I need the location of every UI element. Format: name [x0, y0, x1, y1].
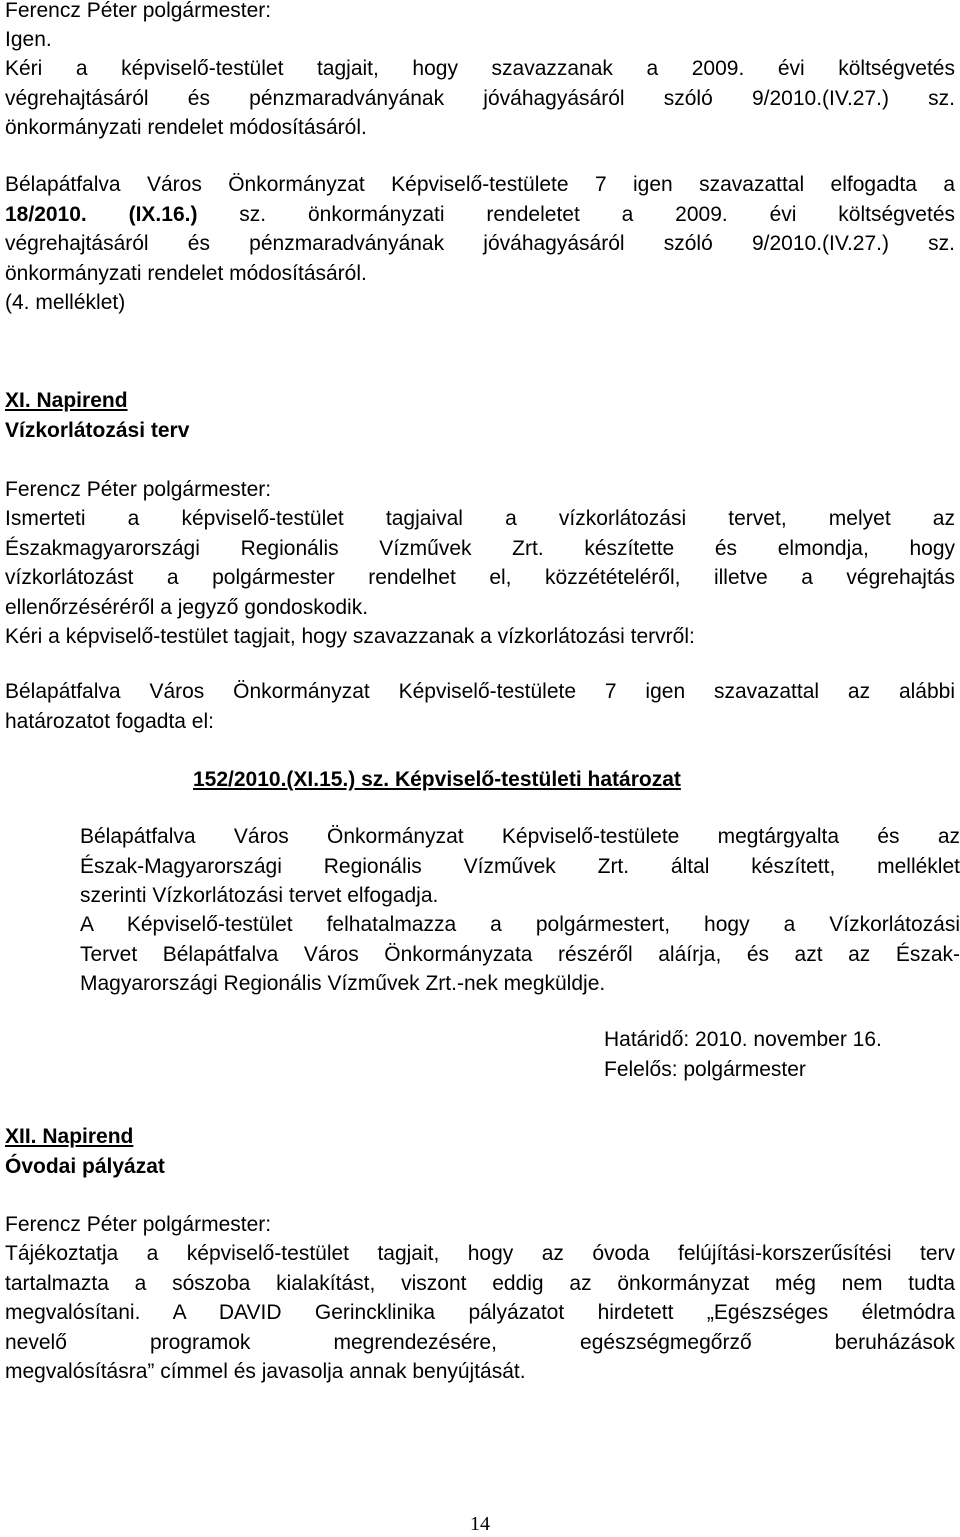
- prev-result-paragraph: Bélapátfalva Város Önkormányzat Képviselő-testülete 7 igen szavazattal elfogadta a 18/2010. (IX.16.) sz. önkormányzati rendeletet a 2009. évi költségvetés végrehajtásáról és pénzmaradványának jóváhagyásáról szóló 9/2010.(IV.27.) sz. önkormányzati rendelet módosításáról. (4. melléklet): [5, 173, 955, 314]
- prev-answer: Igen.: [5, 28, 52, 51]
- page-number: 14: [470, 1513, 490, 1535]
- prev-result-line2: 18/2010. (IX.16.) sz. önkormányzati rendeletet a 2009. évi költségvetés: [5, 202, 955, 226]
- section-xi-speaker: Ferencz Péter polgármester:: [5, 478, 272, 501]
- deadline-block: [604, 1025, 882, 1084]
- deadline: Határidő: 2010. november 16.: [604, 1028, 882, 1051]
- section-xi-heading: XI. Napirend Vízkorlátozási terv: [5, 389, 190, 442]
- section-xi-result: Bélapátfalva Város Önkormányzat Képviselő-testülete 7 igen szavazattal az alábbi határozatot fogadta el:: [5, 680, 955, 733]
- section-xii-speaker: Ferencz Péter polgármester:: [5, 1213, 272, 1236]
- resolution-paragraph-2: A Képviselő-testület felhatalmazza a polgármestert, hogy a Vízkorlátozási Tervet Bélapátfalva Város Önkormányzata részéről aláírja, és azt az Észak- Magyarországi Regionális Vízművek Zrt.-nek megküldje.: [80, 913, 960, 995]
- section-xii-body: Tájékoztatja a képviselő-testület tagjait, hogy az óvoda felújítási-korszerűsítési terv tartalmazta a sószoba kialakítást, viszont eddig az önkormányzat még nem tudta megvalósítani. A DAVID Gerincklinika pályázatot hirdetett „Egészséges életmódra nevelő programok megrendezésére, egészségmegőrző beruházások megvalósításra” címmel és javasolja annak benyújtását.: [5, 1242, 955, 1383]
- resolution-paragraph-1: Bélapátfalva Város Önkormányzat Képviselő-testülete megtárgyalta és az Észak-Magyarországi Regionális Vízművek Zrt. által készített, melléklet szerinti Vízkorlátozási tervet elfogadja.: [80, 825, 960, 907]
- section-xi-body: Ismerteti a képviselő-testület tagjaival a vízkorlátozási tervet, melyet az Északmagyarországi Regionális Vízművek Zrt. készítette és elmondja, hogy vízkorlátozást a polgármester rendelhet el, közzétételéről, illetve a végrehajtás ellenőrzéséréről a jegyző gondoskodik. Kéri a képviselő-testület tagjait, hogy szavazzanak a vízkorlátozási tervről:: [5, 507, 955, 648]
- responsible: Felelős: polgármester: [604, 1057, 806, 1081]
- prev-request-paragraph: Kéri a képviselő-testület tagjait, hogy szavazzanak a 2009. évi költségvetés végrehajtásáról és pénzmaradványának jóváhagyásáról szóló 9/2010.(IV.27.) sz. önkormányzati rendelet módosításáról.: [5, 57, 955, 139]
- resolution-title: 152/2010.(XI.15.) sz. Képviselő-testületi határozat: [193, 768, 681, 791]
- prev-speaker: Ferencz Péter polgármester:: [5, 0, 272, 22]
- section-xii-heading: XII. Napirend Óvodai pályázat: [5, 1125, 165, 1178]
